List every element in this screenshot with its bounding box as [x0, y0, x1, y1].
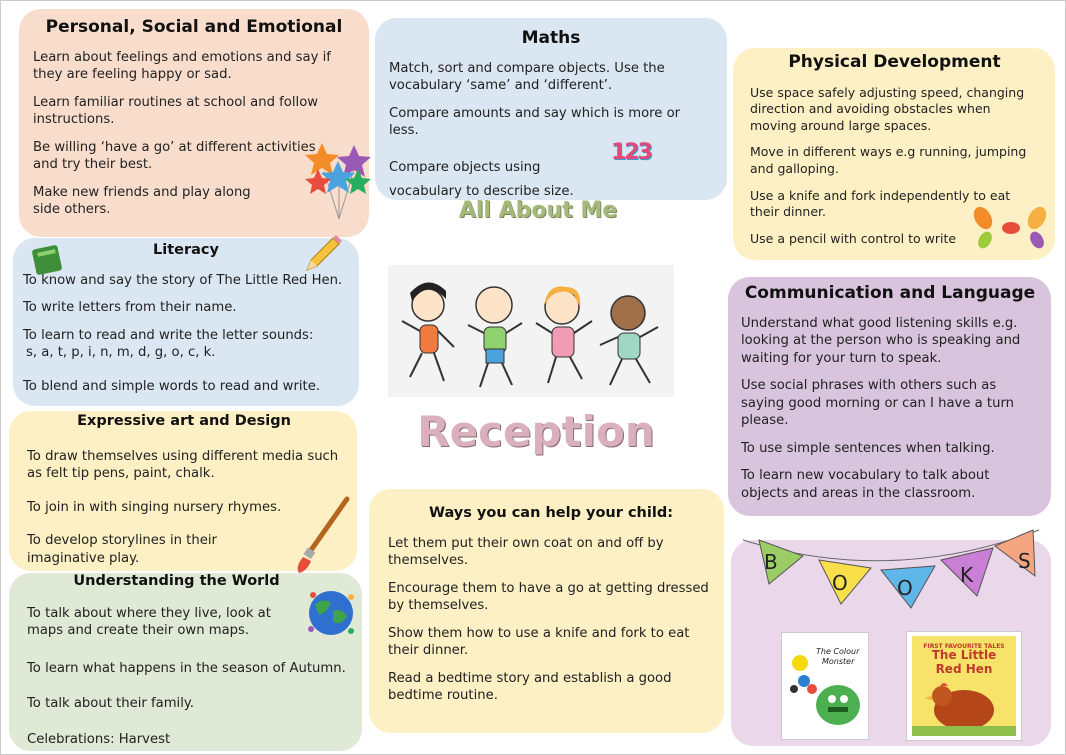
expressive-title: Expressive art and Design [77, 413, 291, 429]
reception-heading: Reception [417, 407, 655, 456]
book-little-red-hen [906, 631, 1022, 741]
help-title: Ways you can help your child: [428, 505, 673, 521]
expressive-item-2: To join in with singing nursery rhymes. [27, 499, 282, 515]
literacy-item-1: To know and say the story of The Little Red Hen. [23, 272, 343, 288]
red-hen-icon [912, 676, 1016, 736]
world-item-2: To learn what happens in the season of Autumn. [27, 660, 346, 676]
physical-item-1: Use space safely adjusting speed, changing direction and avoiding obstacles when moving around large spaces. [750, 84, 1025, 133]
bunting-letter-s: S [1018, 549, 1031, 573]
communication-item-4: To learn new vocabulary to talk about objects and areas in the classroom. [741, 468, 990, 501]
maths-item-1: Match, sort and compare objects. Use the vocabulary ‘same’ and ‘different’. [389, 60, 665, 93]
book-colour-monster-title-2: Monster [822, 657, 855, 666]
book-little-red-hen-series: FIRST FAVOURITE TALES [923, 643, 1005, 650]
literacy-section [13, 238, 359, 406]
bunting-letter-o1: O [832, 571, 848, 595]
balloons-icon [304, 141, 374, 221]
communication-item-2: Use social phrases with others such as saying good morning or can I have a turn please. [741, 378, 1015, 428]
expressive-section [9, 411, 357, 571]
expressive-item-1: To draw themselves using different media such as felt tip pens, paint, chalk. [27, 448, 339, 481]
books-bunting [741, 526, 1041, 626]
world-title: Understanding the World [73, 573, 280, 589]
pse-item-3: Be willing ‘have a go’ at different activities and try their best. [33, 139, 316, 172]
globe-icon [305, 587, 357, 639]
maths-item-3: Compare objects using vocabulary to describe size. [389, 159, 574, 199]
pse-title: Personal, Social and Emotional [45, 17, 343, 37]
world-item-3: To talk about their family. [27, 696, 194, 711]
literacy-item-3: To learn to read and write the letter sounds: [23, 327, 314, 343]
colour-monster-icon [782, 633, 868, 739]
communication-item-3: To use simple sentences when talking. [741, 440, 995, 456]
paintbrush-icon [291, 495, 351, 575]
help-item-4: Read a bedtime story and establish a good bedtime routine. [388, 670, 672, 703]
physical-item-3: Use a knife and fork independently to eat their dinner. [750, 187, 1011, 220]
pse-item-2: Learn familiar routines at school and follow instructions. [33, 94, 319, 127]
pencil-icon [301, 234, 343, 276]
help-item-2: Encourage them to have a go at getting dressed by themselves. [388, 580, 709, 613]
book-little-red-hen-title-1: The Little [931, 648, 997, 662]
books-section [731, 540, 1051, 746]
bunting-letter-k: K [960, 563, 974, 587]
maths-item-2: Compare amounts and say which is more or less. [389, 105, 681, 138]
pse-item-1: Learn about feelings and emotions and say if they are feeling happy or sad. [33, 49, 331, 82]
physical-item-4: Use a pencil with control to write [750, 230, 957, 246]
book-icon [31, 241, 67, 277]
book-colour-monster [781, 632, 869, 740]
literacy-item-5: To blend and simple words to read and write. [23, 378, 321, 394]
world-item-4: Celebrations: Harvest [27, 731, 171, 747]
book-little-red-hen-title-2: Red Hen [935, 662, 993, 676]
maths-title: Maths [521, 28, 581, 48]
physical-item-2: Move in different ways e.g running, jumping and galloping. [750, 144, 1027, 176]
physical-section [733, 48, 1055, 260]
bunting-letter-b: B [764, 550, 778, 574]
all-about-me-heading: All About Me [458, 198, 618, 223]
children-illustration [388, 265, 674, 397]
pse-item-4: Make new friends and play along side others. [33, 184, 251, 217]
help-item-1: Let them put their own coat on and off by themselves. [388, 535, 664, 568]
bunting-letter-o2: O [897, 576, 913, 600]
literacy-title: Literacy [153, 242, 219, 258]
communication-item-1: Understand what good listening skills e.g. looking at the person who is speaking and waiting for your turn to speak. [741, 315, 1021, 366]
literacy-item-2: To write letters from their name. [23, 300, 237, 315]
literacy-letter-sounds: s, a, t, p, i, n, m, d, g, o, c, k. [26, 345, 216, 360]
book-colour-monster-title-1: The Colour [816, 647, 860, 656]
world-item-1: To talk about where they live, look at maps and create their own maps. [27, 605, 271, 638]
help-section [369, 489, 724, 733]
expressive-item-3: To develop storylines in their imaginative play. [27, 533, 217, 566]
pse-section [19, 9, 369, 237]
physical-title: Physical Development [788, 52, 1001, 72]
maths-section [375, 18, 727, 200]
communication-section [728, 277, 1051, 516]
communication-title: Communication and Language [744, 283, 1036, 303]
world-section [9, 573, 362, 751]
footprints-icon [965, 204, 1057, 252]
help-item-3: Show them how to use a knife and fork to eat their dinner. [388, 625, 690, 658]
numbers-icon: 123 [611, 140, 651, 165]
